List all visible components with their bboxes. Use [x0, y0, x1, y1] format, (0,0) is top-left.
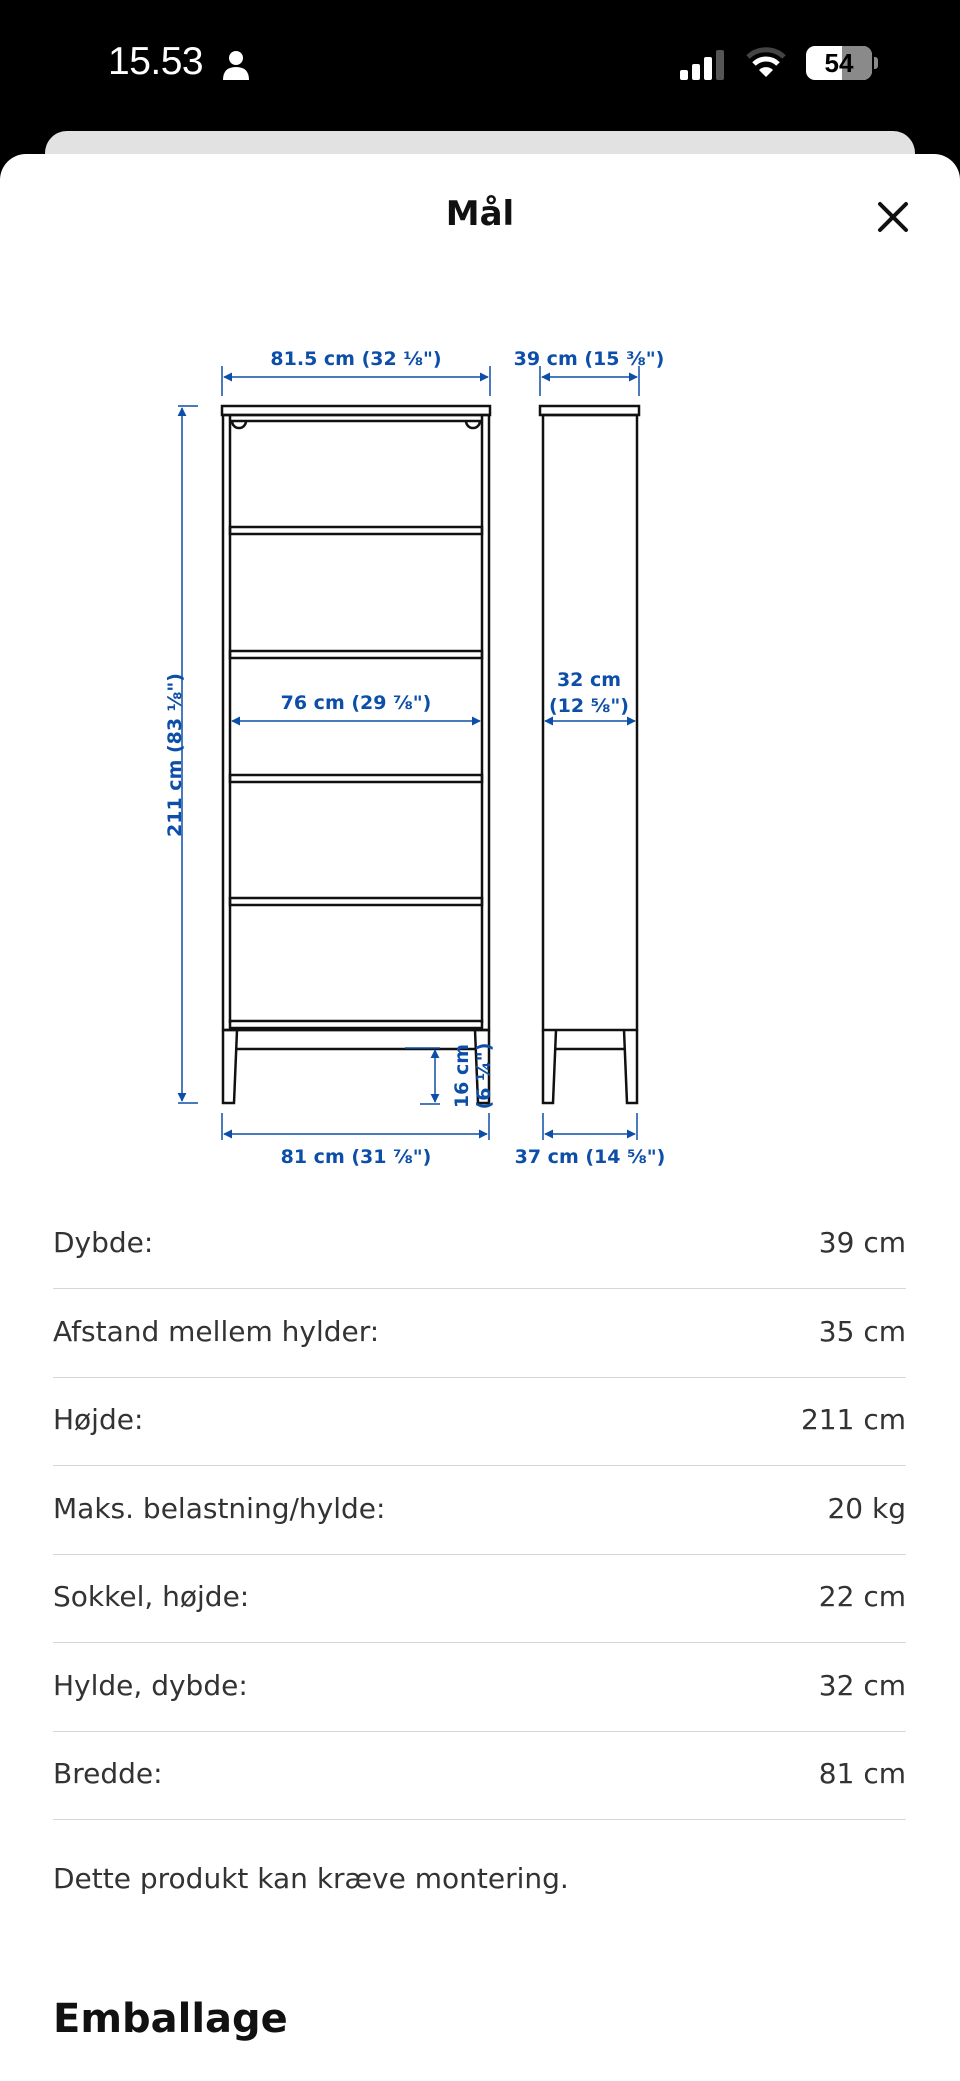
spec-row: [53, 1377, 906, 1466]
spec-label: Bredde:: [53, 1757, 163, 1790]
side-view: [540, 406, 639, 1103]
spec-value: 20 kg: [827, 1492, 906, 1525]
spec-label: Afstand mellem hylder:: [53, 1315, 380, 1348]
spec-row: [53, 1643, 906, 1732]
sheet-title: Mål: [445, 194, 515, 234]
inner-depth-in-label: (12 ⅝"): [549, 695, 629, 717]
bottom-depth-label: 37 cm (14 ⅝"): [514, 1146, 666, 1168]
inner-width-label: 76 cm (29 ⅞"): [280, 692, 432, 714]
spec-label: Hylde, dybde:: [53, 1669, 248, 1702]
spec-label: Dybde:: [53, 1226, 154, 1259]
spec-row: [53, 1200, 906, 1289]
spec-row: [53, 1289, 906, 1378]
battery-level: 54: [824, 48, 854, 78]
top-width-label: 81.5 cm (32 ⅛"): [270, 348, 442, 370]
leg-height-in-label: (6 ¼"): [473, 1042, 495, 1110]
inner-depth-cm-label: 32 cm: [556, 669, 622, 691]
status-time: 15.53: [108, 40, 204, 83]
height-label: 211 cm (83 ⅛"): [164, 673, 186, 837]
spec-value: 211 cm: [800, 1403, 906, 1436]
spec-row: [53, 1731, 906, 1820]
spec-label: Højde:: [53, 1403, 144, 1436]
spec-row: [53, 1554, 906, 1643]
leg-height-cm-label: 16 cm: [451, 1043, 473, 1109]
packaging-heading[interactable]: Emballage: [53, 1996, 288, 2042]
top-depth-label: 39 cm (15 ⅜"): [513, 348, 665, 370]
assembly-note: Dette produkt kan kræve montering.: [53, 1862, 569, 1895]
spec-label: Sokkel, højde:: [53, 1580, 250, 1613]
spec-value: 32 cm: [818, 1669, 906, 1702]
spec-value: 35 cm: [818, 1315, 906, 1348]
spec-label: Maks. belastning/hylde:: [53, 1492, 386, 1525]
bottom-width-label: 81 cm (31 ⅞"): [280, 1146, 432, 1168]
spec-row: [53, 1466, 906, 1555]
front-view: [222, 406, 490, 1103]
spec-value: 39 cm: [818, 1226, 906, 1259]
spec-value: 81 cm: [818, 1757, 906, 1790]
spec-value: 22 cm: [818, 1580, 906, 1613]
